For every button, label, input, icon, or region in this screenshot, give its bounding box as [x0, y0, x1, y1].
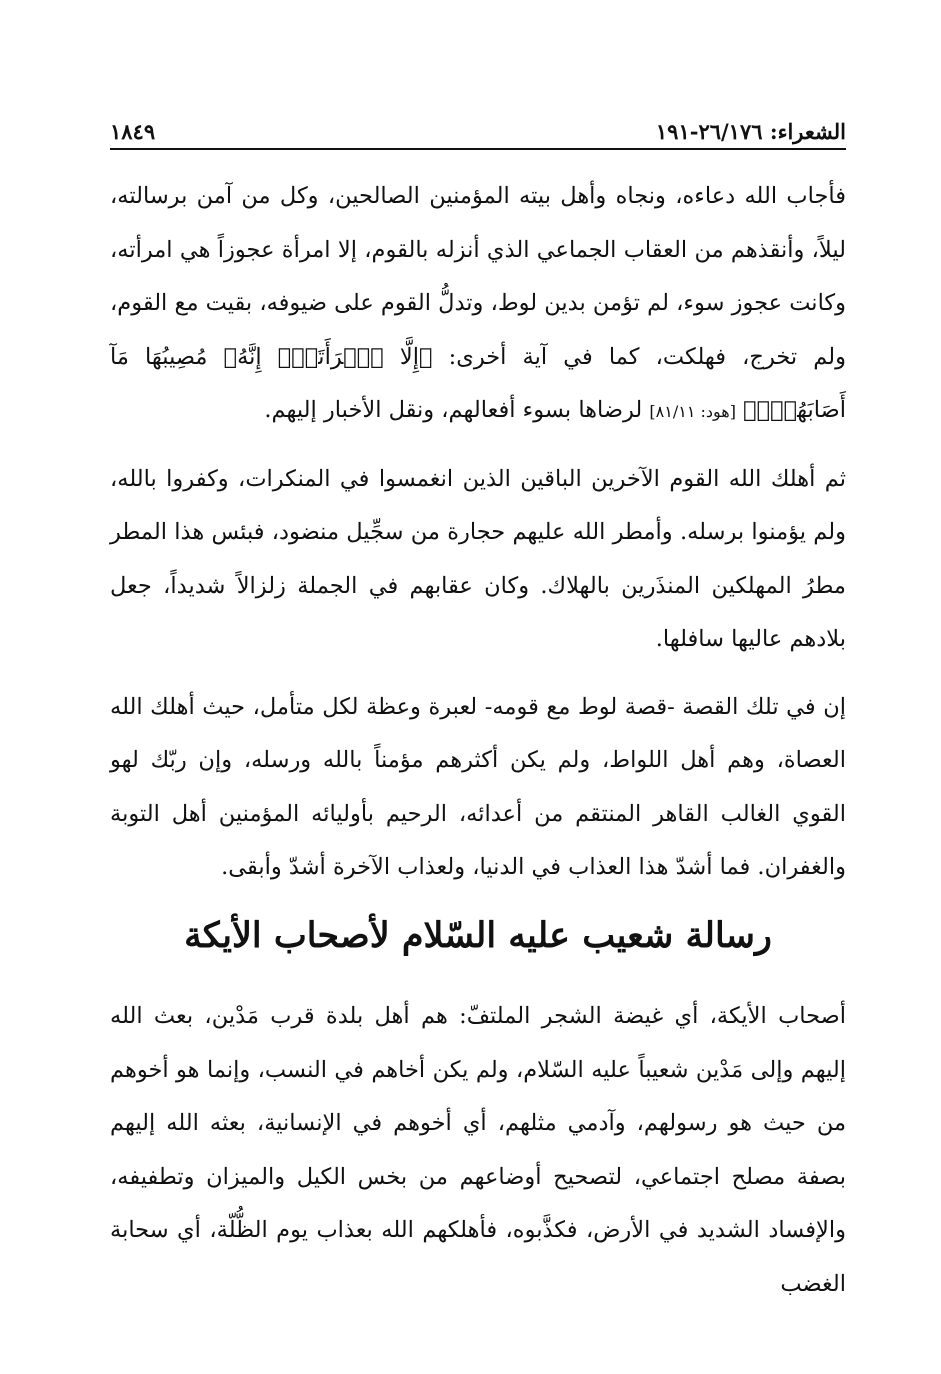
section-heading: رسالة شعيب عليه السّلام لأصحاب الأيكة: [184, 915, 772, 956]
paragraph-3: إن في تلك القصة -قصة لوط مع قومه- لعبرة وعظة لكل متأمل، حيث أهلك الله العصاة، وهم أهل اللواط، ولم يكن أكثرهم مؤمناً بالله ورسله، وإن ربّك لهو القوي الغالب القاهر المنتقم من أعدائه، الرحيم بأوليائه المؤمنين أهل التوبة والغفران. فما أشدّ هذا العذاب في الدنيا، ولعذاب الآخرة أشدّ وأبقى.: [110, 693, 846, 880]
surah-reference: الشعراء: ٢٦/١٧٦-١٩١: [655, 119, 846, 144]
page-number: ١٨٤٩: [110, 119, 156, 144]
main-text: [110, 170, 846, 909]
paragraph-1-tail: لرضاها بسوء أفعالهم، ونقل الأخبار إليهم.: [264, 397, 643, 423]
paragraph-1: [110, 170, 846, 439]
section-paragraph: أصحاب الأيكة، أي غيضة الشجر الملتفّ: هم أهل بلدة قرب مَدْين، بعث الله إليهم وإلى مَدْين شعيباً عليه السّلام، ولم يكن أخاهم في النسب، وإنما هو أخوهم من حيث هو رسولهم، وآدمي مثلهم، أي أخوهم في الإنسانية، بعثه الله إليهم بصفة مصلح اجتماعي، لتصحيح أوضاعهم من بخس الكيل والميزان وتطفيفه، والإفساد الشديد في الأرض، فكذَّبوه، فأهلكهم الله بعذاب يوم الظُّلّة، أي سحابة الغضب: [110, 1003, 846, 1297]
quran-verse: ﴿إِلَّا ٱمۡرَأَتَكَۖ إِنَّهُۥ مُصِيبُهَا مَآ أَصَابَهُمۡۚ﴾: [110, 343, 846, 423]
paragraph-2: ثم أهلك الله القوم الآخرين الباقين الذين انغمسوا في المنكرات، وكفروا بالله، ولم يؤمنوا برسله. وأمطر الله عليهم حجارة من سجِّيل منضود، فبئس هذا المطر مطرُ المهلكين المنذَرين بالهلاك. وكان عقابهم في الجملة زلزالاً شديداً، جعل بلادهم عاليها سافلها.: [110, 465, 846, 652]
paragraph-1-text: فأجاب الله دعاءه، ونجاه وأهل بيته المؤمنين الصالحين، وكل من آمن برسالته، ليلاً، وأنقذهم من العقاب الجماعي الذي أنزله بالقوم، إلا امرأة عجوزاً هي امرأته، وكانت عجوز سوء، لم تؤمن بدين لوط، وتدلُّ القوم على ضيوفه، بقيت مع القوم، ولم تخرج، فهلكت، كما في آية أخرى:: [110, 183, 846, 370]
verse-citation: [هود: ٨١/١١]: [649, 402, 736, 421]
section-text: [110, 990, 846, 1311]
page-header: [110, 112, 846, 150]
